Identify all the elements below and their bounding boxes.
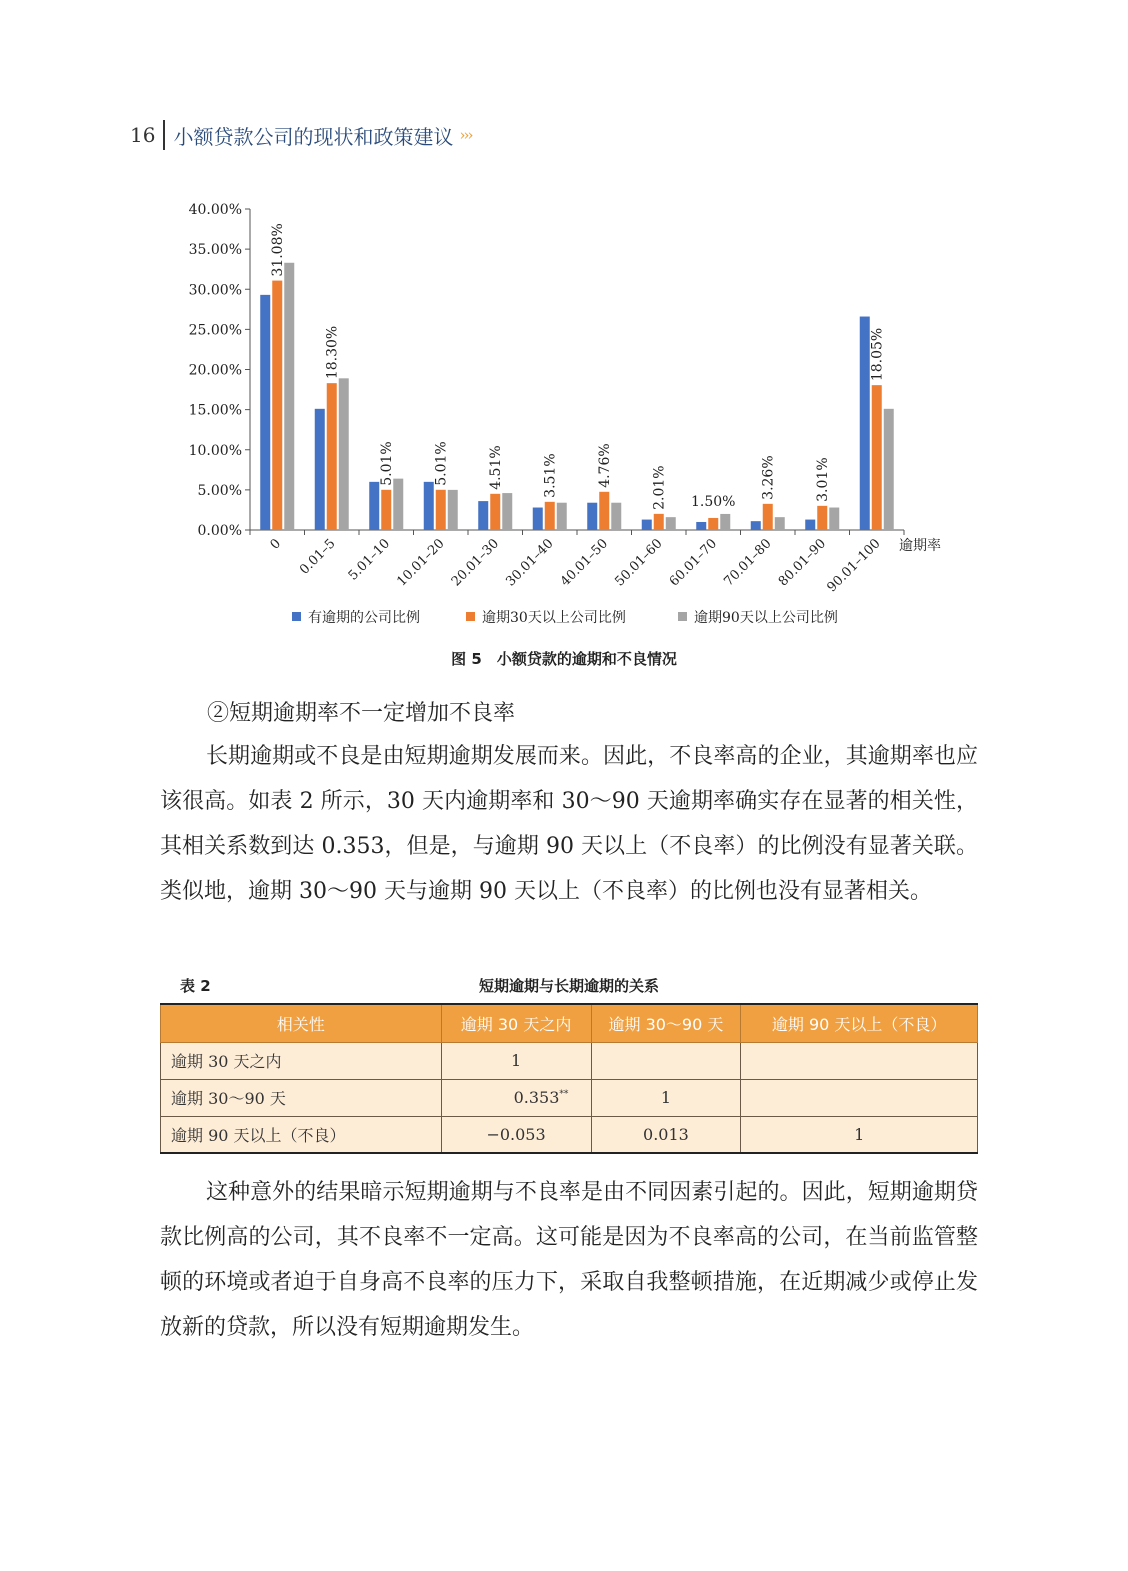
bar-1 bbox=[696, 522, 706, 530]
data-label: 3.51% bbox=[542, 453, 559, 498]
bar-3 bbox=[557, 503, 567, 530]
legend-label: 逾期90天以上公司比例 bbox=[694, 610, 838, 626]
y-tick-label: 0.00% bbox=[197, 523, 242, 539]
page-number: 16 bbox=[130, 123, 156, 147]
header-cell: 相关性 bbox=[161, 1004, 442, 1042]
bar-3 bbox=[339, 378, 349, 530]
data-label: 18.05% bbox=[869, 327, 886, 382]
table-cell: −0.053 bbox=[441, 1116, 591, 1153]
data-label: 5.01% bbox=[379, 441, 396, 486]
table-cell bbox=[591, 1042, 741, 1079]
bar-1 bbox=[533, 508, 543, 530]
data-label: 5.01% bbox=[433, 441, 450, 486]
bar-2 bbox=[327, 383, 337, 530]
book-title: 小额贷款公司的现状和政策建议 bbox=[173, 124, 454, 149]
bar-2 bbox=[272, 281, 282, 530]
section-subheading: ②短期逾期率不一定增加不良率 bbox=[207, 701, 516, 726]
x-tick-label: 0 bbox=[267, 536, 285, 553]
running-header bbox=[130, 118, 471, 152]
y-tick-label: 35.00% bbox=[188, 242, 242, 259]
header-cell: 逾期 30～90 天 bbox=[591, 1004, 741, 1042]
bar-1 bbox=[751, 521, 761, 530]
data-label: 2.01% bbox=[651, 465, 668, 510]
x-tick-label: 50.01–60 bbox=[612, 536, 666, 590]
bar-3 bbox=[611, 503, 621, 530]
table-row bbox=[161, 1079, 978, 1116]
data-label: 18.30% bbox=[324, 325, 341, 380]
table-cell bbox=[741, 1079, 978, 1116]
bar-3 bbox=[448, 490, 458, 530]
y-tick-label: 20.00% bbox=[188, 362, 242, 379]
legend-swatch bbox=[466, 612, 475, 621]
x-tick-label: 20.01–30 bbox=[448, 536, 503, 590]
bar-1 bbox=[369, 482, 379, 530]
bar-3 bbox=[666, 517, 676, 530]
x-tick-label: 80.01–90 bbox=[775, 536, 830, 590]
x-tick-label: 40.01–50 bbox=[557, 536, 612, 590]
bar-1 bbox=[478, 501, 488, 530]
legend-label: 逾期30天以上公司比例 bbox=[482, 610, 626, 626]
bar-2 bbox=[872, 385, 882, 530]
table-cell: 0.013 bbox=[591, 1116, 741, 1153]
x-tick-label: 70.01–80 bbox=[721, 536, 775, 590]
x-tick-label: 5.01–10 bbox=[345, 536, 394, 584]
header-cell: 逾期 90 天以上（不良） bbox=[741, 1004, 978, 1042]
table-cell bbox=[441, 1079, 591, 1116]
bar-2 bbox=[817, 506, 827, 530]
y-tick-label: 5.00% bbox=[197, 482, 242, 499]
row-label: 逾期 30 天之内 bbox=[161, 1042, 442, 1079]
x-tick-label: 0.01–5 bbox=[297, 536, 339, 578]
bar-2 bbox=[708, 518, 718, 530]
x-tick-label: 60.01–70 bbox=[666, 536, 721, 590]
table-row bbox=[161, 1042, 978, 1079]
data-label: 1.50% bbox=[691, 493, 736, 510]
bar-1 bbox=[315, 409, 325, 530]
x-axis-label: 逾期率 bbox=[899, 538, 941, 554]
header-divider bbox=[163, 120, 165, 150]
bar-2 bbox=[545, 502, 555, 530]
bar-3 bbox=[720, 514, 730, 530]
y-tick-label: 10.00% bbox=[188, 442, 242, 459]
bar-3 bbox=[502, 493, 512, 530]
cell-value: 0.353 bbox=[513, 1088, 560, 1107]
x-tick-label: 90.01–100 bbox=[824, 536, 884, 596]
bar-1 bbox=[260, 295, 270, 530]
x-tick-label: 10.01–20 bbox=[394, 536, 448, 590]
table-cell: 1 bbox=[591, 1079, 741, 1116]
y-tick-label: 15.00% bbox=[188, 402, 242, 419]
bar-3 bbox=[829, 508, 839, 530]
data-label: 31.08% bbox=[270, 223, 287, 277]
y-tick-label: 25.00% bbox=[188, 322, 242, 339]
bar-2 bbox=[654, 514, 664, 530]
table-title: 短期逾期与长期逾期的关系 bbox=[478, 977, 659, 995]
table-cell bbox=[741, 1042, 978, 1079]
table-header-row bbox=[161, 1004, 978, 1042]
data-label: 4.76% bbox=[597, 443, 614, 488]
bar-3 bbox=[775, 517, 785, 530]
bar-3 bbox=[884, 409, 894, 530]
bar-2 bbox=[763, 504, 773, 530]
row-label: 逾期 90 天以上（不良） bbox=[161, 1116, 442, 1153]
paragraph-1: 长期逾期或不良是由短期逾期发展而来。因此，不良率高的企业，其逾期率也应该很高。如表 2 所示，30 天内逾期率和 30～90 天逾期率确实存在显著的相关性，其相关系数到达 0.353，但是，与逾期 90 天以上（不良率）的比例没有显著关联。类似地，逾期 30～90 天与逾期 90 天以上（不良率）的比例也没有显著相关。 bbox=[160, 744, 978, 904]
paragraph-2: 这种意外的结果暗示短期逾期与不良率是由不同因素引起的。因此，短期逾期贷款比例高的公司，其不良率不一定高。这可能是因为不良率高的公司，在当前监管整顿的环境或者迫于自身高不良率的压力下，采取自我整顿措施，在近期减少或停止发放新的贷款，所以没有短期逾期发生。 bbox=[160, 1180, 978, 1340]
legend-swatch bbox=[292, 612, 301, 621]
bar-3 bbox=[284, 263, 294, 530]
bar-chart bbox=[180, 195, 960, 635]
significance-mark: ** bbox=[559, 1089, 569, 1100]
x-tick-label: 30.01–40 bbox=[503, 536, 557, 590]
bar-1 bbox=[587, 503, 597, 530]
table-cell: 1 bbox=[441, 1042, 591, 1079]
bar-1 bbox=[424, 482, 434, 530]
bar-1 bbox=[642, 520, 652, 530]
row-label: 逾期 30～90 天 bbox=[161, 1079, 442, 1116]
legend-label: 有逾期的公司比例 bbox=[308, 610, 420, 626]
table-cell: 1 bbox=[741, 1116, 978, 1153]
header-cell: 逾期 30 天之内 bbox=[441, 1004, 591, 1042]
legend-swatch bbox=[678, 612, 687, 621]
chevron-icon: ››› bbox=[459, 126, 472, 144]
data-label: 3.01% bbox=[815, 457, 832, 502]
bar-2 bbox=[599, 492, 609, 530]
table-number: 表 2 bbox=[180, 977, 211, 995]
data-label: 4.51% bbox=[488, 445, 505, 490]
bar-1 bbox=[805, 520, 815, 530]
y-tick-label: 40.00% bbox=[188, 202, 242, 218]
bar-1 bbox=[860, 317, 870, 530]
bar-2 bbox=[436, 490, 446, 530]
data-label: 3.26% bbox=[760, 455, 777, 500]
bar-2 bbox=[490, 494, 500, 530]
y-tick-label: 30.00% bbox=[188, 282, 242, 299]
table-row bbox=[161, 1116, 978, 1153]
correlation-table bbox=[160, 1003, 978, 1154]
bar-2 bbox=[381, 490, 391, 530]
figure-caption: 图 5 小额贷款的逾期和不良情况 bbox=[451, 650, 677, 668]
